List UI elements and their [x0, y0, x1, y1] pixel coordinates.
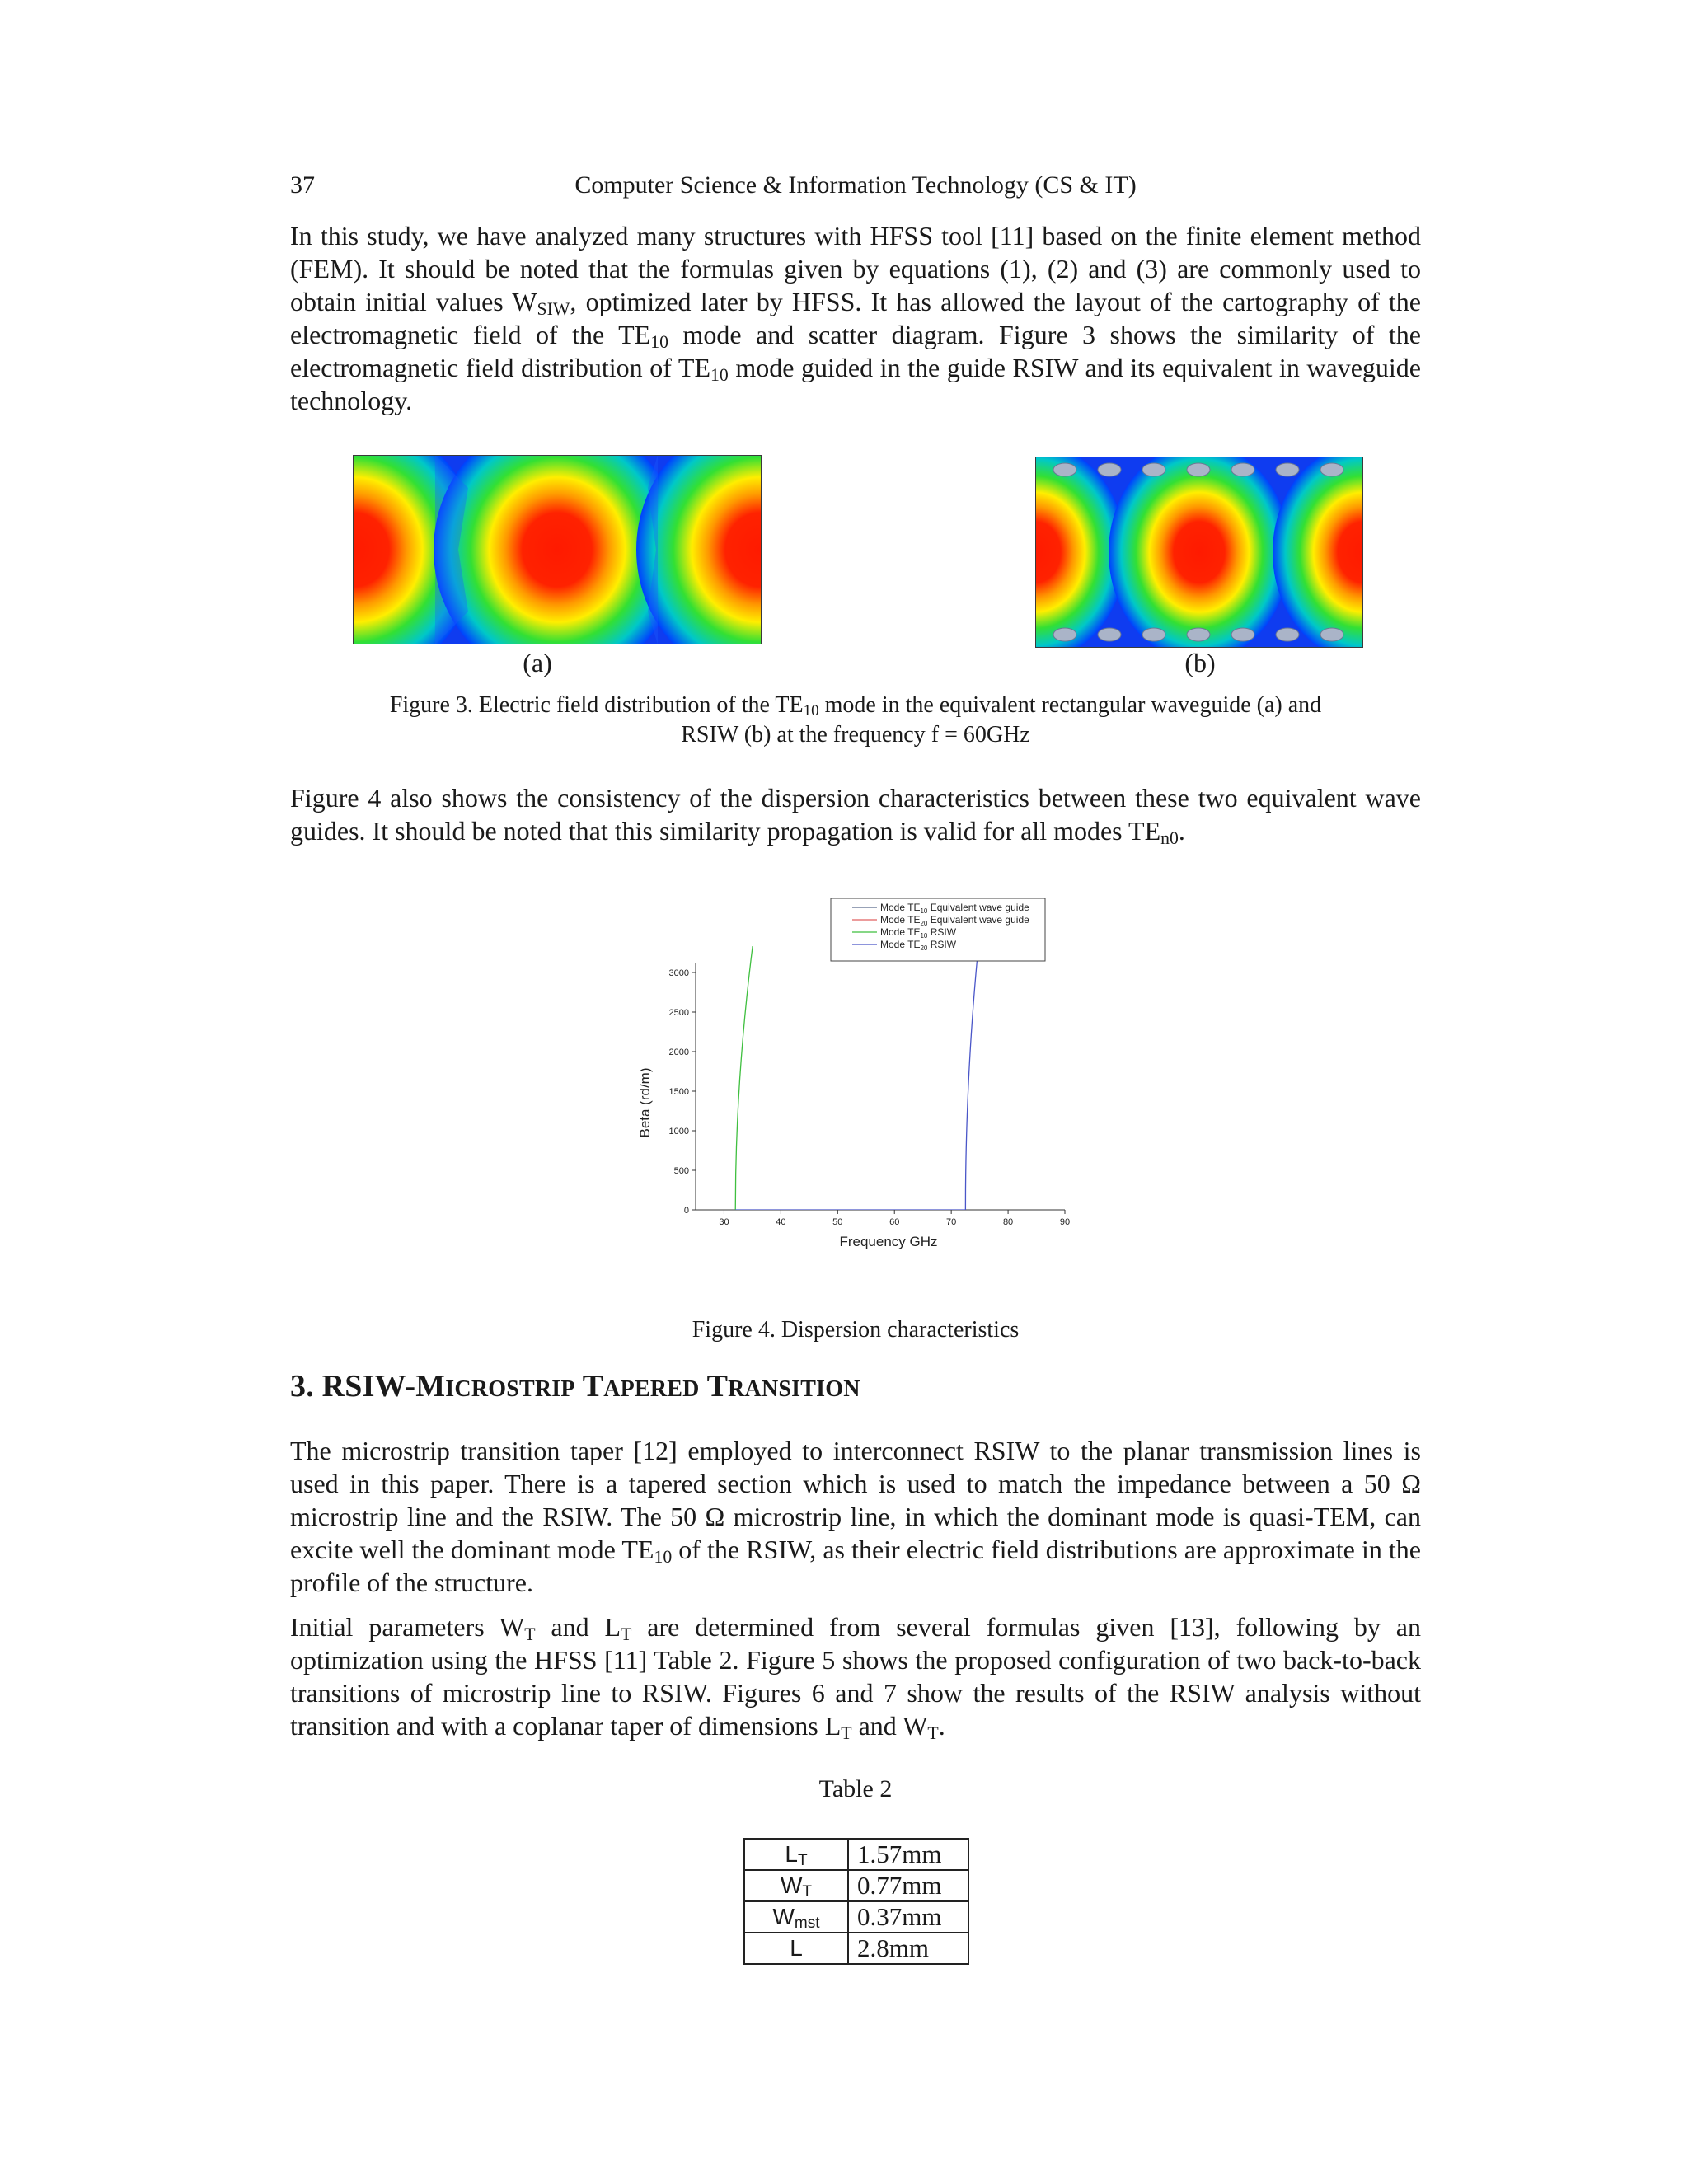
- x-tick-label: 80: [1002, 1217, 1014, 1227]
- dispersion-paragraph: Figure 4 also shows the consistency of the dispersion characteristics between these two equivalent wave guides. It should be noted that this similarity propagation is valid for all modes $TE_{n0}$.: [290, 783, 1421, 848]
- x-axis-label: Frequency GHz: [839, 1234, 938, 1249]
- journal-title: Computer Science & Information Technology (CS & IT): [574, 171, 1137, 199]
- parameters-table: [743, 1838, 969, 1965]
- transition-paragraph: The microstrip transition taper [12] employed to interconnect RSIW to the planar transmission lines is used in this paper. There is a tapered section which is used to match the impedance between a 50 Ω microstrip line and the RSIW. The 50 Ω microstrip line, in which the dominant mode is quasi-TEM, can excite well the dominant mode $TE_{10}$ of the RSIW, as their electric field distributions are approximate in the profile of the structure.: [290, 1436, 1422, 1597]
- x-tick-label: 90: [1059, 1217, 1071, 1227]
- x-tick-label: 40: [776, 1217, 786, 1227]
- figure3-caption: Figure 3. Electric field distribution of the $TE_{10}$ mode in the equivalent rectangular waveguide (a) and RSIW (b) at the frequency f = 60GHz: [389, 692, 1322, 748]
- subfigure-label-a: (a): [523, 648, 552, 677]
- y-tick-label: 1000: [668, 1127, 689, 1137]
- legend-entry: Mode $TE_{20}$ Equivalent wave guide: [880, 914, 1029, 927]
- x-tick-label: 30: [719, 1217, 729, 1227]
- legend-entry: Mode $TE_{20}$ RSIW: [880, 939, 957, 952]
- y-tick-label: 2000: [668, 1047, 689, 1057]
- running-header: [290, 171, 1421, 204]
- intro-paragraph: In this study, we have analyzed many structures with HFSS tool [11] based on the finite element method (FEM). It should be noted that the formulas given by equations (1), (2) and (3) are commonly used to obtain initial values $W_{SIW}$, optimized later by HFSS. It has allowed the layout of the cartography of the electromagnetic field of the $TE_{10}$ mode and scatter diagram. Figure 3 shows the similarity of the electromagnetic field distribution of $TE_{10}$ mode guided in the guide RSIW and its equivalent in waveguide technology.: [290, 221, 1422, 415]
- y-tick-label: 500: [673, 1166, 689, 1176]
- parameters-paragraph: Initial parameters $W_T$ and $L_T$ are determined from several formulas given [13], following by an optimization using the HFSS [11] Table 2. Figure 5 shows the proposed configuration of two back-to-back transitions of microstrip line to RSIW. Figures 6 and 7 show the results of the RSIW analysis without transition and with a coplanar taper of dimensions $L_T$ and $W_T$.: [290, 1612, 1422, 1743]
- dispersion-chart: [626, 898, 1088, 1261]
- page-number: 37: [290, 171, 315, 199]
- y-tick-label: 3000: [668, 968, 689, 978]
- table2-title: Table 2: [818, 1775, 893, 1802]
- x-tick-label: 70: [946, 1217, 957, 1227]
- field-map-waveguide: [353, 455, 762, 644]
- table-row: $W_T$ 0.77mm: [744, 1870, 968, 1901]
- figure4-caption: Figure 4. Dispersion characteristics: [692, 1317, 1020, 1343]
- x-tick-label: 60: [889, 1217, 900, 1227]
- y-tick-label: 2500: [668, 1008, 689, 1018]
- y-tick-label: 0: [683, 1206, 689, 1216]
- y-axis-label: Beta (rd/m): [637, 1067, 653, 1138]
- field-map-rsiw: [1035, 457, 1363, 648]
- subfigure-label-b: (b): [1184, 648, 1216, 677]
- legend-entry: Mode $TE_{10}$ RSIW: [880, 926, 957, 940]
- legend-entry: Mode $TE_{10}$ Equivalent wave guide: [880, 902, 1029, 915]
- table-row: L 2.8mm: [744, 1933, 968, 1964]
- table-row: $L_T$ 1.57mm: [744, 1839, 968, 1870]
- y-tick-label: 1500: [668, 1087, 689, 1097]
- section-heading: 3. RSIW-MICROSTRIP TAPERED TRANSITION: [290, 1369, 860, 1404]
- x-tick-label: 50: [832, 1217, 843, 1227]
- table-row: $W_{mst}$ 0.37mm: [744, 1901, 968, 1933]
